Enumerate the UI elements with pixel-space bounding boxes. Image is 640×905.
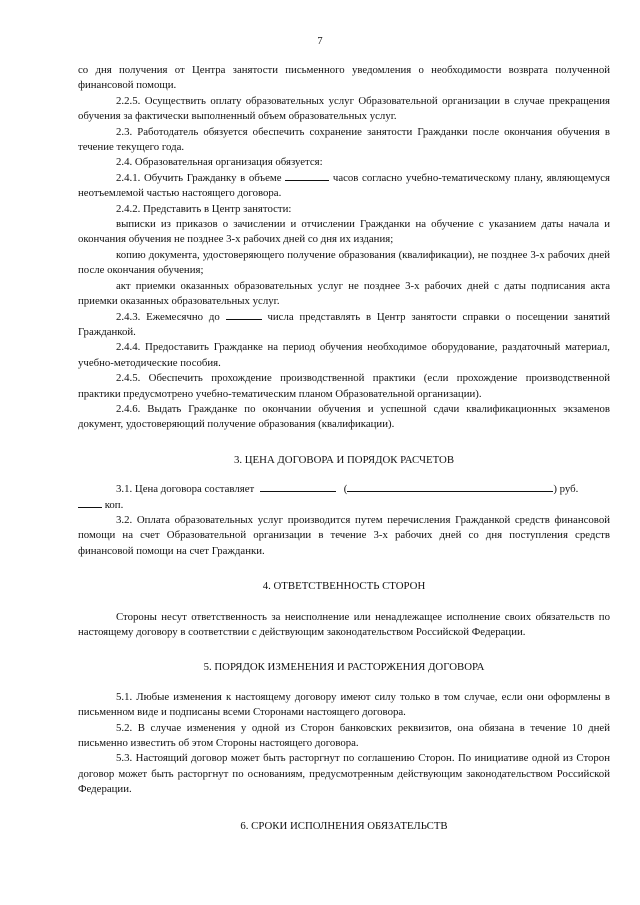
paragraph-orders-extracts: выписки из приказов о зачислении и отчислении Гражданки на обучение с указанием даты начала и окончания обучения не позднее 3-х рабочих дней со дня их издания; (78, 218, 610, 246)
section-3-heading: 3. ЦЕНА ДОГОВОРА И ПОРЯДОК РАСЧЕТОВ (233, 453, 455, 466)
paragraph-2-4-1 (78, 171, 610, 202)
paragraph-2-3: 2.3. Работодатель обязуется обеспечить сохранение занятости Гражданки после окончания обучения в течение текущего года. (78, 125, 610, 154)
paragraph-5-3: 5.3. Настоящий договор может быть расторгнут по соглашению Сторон. По инициативе одной из Сторон договор может быть расторгнут по основаниям, предусмотренным действующим законодательством Российской Федерации. (78, 752, 610, 796)
paragraph-2-4-3 (78, 310, 610, 341)
paragraph-2-4-5: 2.4.5. Обеспечить прохождение производственной практики (если прохождение производственной практики предусмотрено учебно-тематическим планом Образовательной организации). (78, 372, 610, 400)
price-words-blank (347, 482, 553, 492)
document-body (78, 63, 610, 834)
paragraph-3-2: 3.2. Оплата образовательных услуг производится путем перечисления Гражданкой средств финансовой помощи на счет Образовательной организации в течение 3-х рабочих дней со дня поступления средств финансовой помощи на счет Гражданки. (78, 513, 610, 557)
text-2-4-3-start: 2.4.3. Ежемесячно до (116, 310, 220, 323)
kopecks-blank (78, 498, 102, 508)
section-6-heading: 6. СРОКИ ИСПОЛНЕНИЯ ОБЯЗАТЕЛЬСТВ (240, 819, 448, 832)
page-number: 7 (317, 36, 323, 47)
paragraph-acceptance-act: акт приемки оказанных образовательных услуг не позднее 3-х рабочих дней с даты подписания акта приемки оказанных образовательных услуг. (78, 279, 610, 308)
paragraph-2-4-6: 2.4.6. Выдать Гражданке по окончании обучения и успешной сдачи квалификационных экзаменов документ, удостоверяющий получение образования (квалификации). (78, 402, 610, 431)
paragraph-3-1 (78, 482, 610, 513)
paragraph-2-2-5: 2.2.5. Осуществить оплату образовательных услуг Образовательной организации в случае прекращения обучения за фактически выполненный объем образовательных услуг. (78, 94, 610, 123)
day-blank (226, 310, 262, 320)
section-5-heading: 5. ПОРЯДОК ИЗМЕНЕНИЯ И РАСТОРЖЕНИЯ ДОГОВОРА (203, 661, 485, 674)
paragraph-document-copy: копию документа, удостоверяющего получение образования (квалификации), не позднее 3-х рабочих дней после окончания обучения; (78, 248, 610, 277)
paragraph-5-2: 5.2. В случае изменения у одной из Сторон банковских реквизитов, она обязана в течение 10 дней письменно известить об этом Стороны настоящего договора. (78, 721, 610, 750)
paragraph-2-2-4-cont: со дня получения от Центра занятости письменного уведомления о необходимости возврата полученной финансовой помощи. (78, 64, 610, 92)
text-2-4-3-end: числа представлять в Центр занятости справки о посещении занятий Гражданкой. (78, 310, 610, 338)
paragraph-4-1: Стороны несут ответственность за неисполнение или ненадлежащее исполнение своих обязательств по настоящему договору в соответствии с действующим законодательством Российской Федерации. (78, 610, 610, 638)
paragraph-2-4: 2.4. Образовательная организация обязуется: (116, 156, 323, 169)
paragraph-2-4-2: 2.4.2. Представить в Центр занятости: (116, 202, 292, 215)
paragraph-5-1: 5.1. Любые изменения к настоящему договору имеют силу только в том случае, если они оформлены в письменном виде и подписаны всеми Сторонами настоящего договора. (78, 690, 610, 719)
price-blank (260, 482, 336, 492)
paragraph-2-4-4: 2.4.4. Предоставить Гражданке на период обучения необходимое оборудование, раздаточный материал, учебно-методические пособия. (78, 341, 610, 369)
section-4-heading: 4. ОТВЕТСТВЕННОСТЬ СТОРОН (262, 580, 426, 593)
price-open-paren: ( (343, 483, 348, 496)
text-2-4-1-start: 2.4.1. Обучить Гражданку в объеме (116, 171, 282, 184)
hours-blank (285, 171, 329, 181)
price-close-rub: ) руб. (553, 483, 579, 496)
text-kopecks: коп. (104, 498, 124, 511)
text-2-4-1-end: часов согласно учебно-тематическому плану, являющемуся неотъемлемой частью настоящего договора. (78, 171, 611, 200)
text-3-1-start: 3.1. Цена договора составляет (116, 483, 255, 496)
